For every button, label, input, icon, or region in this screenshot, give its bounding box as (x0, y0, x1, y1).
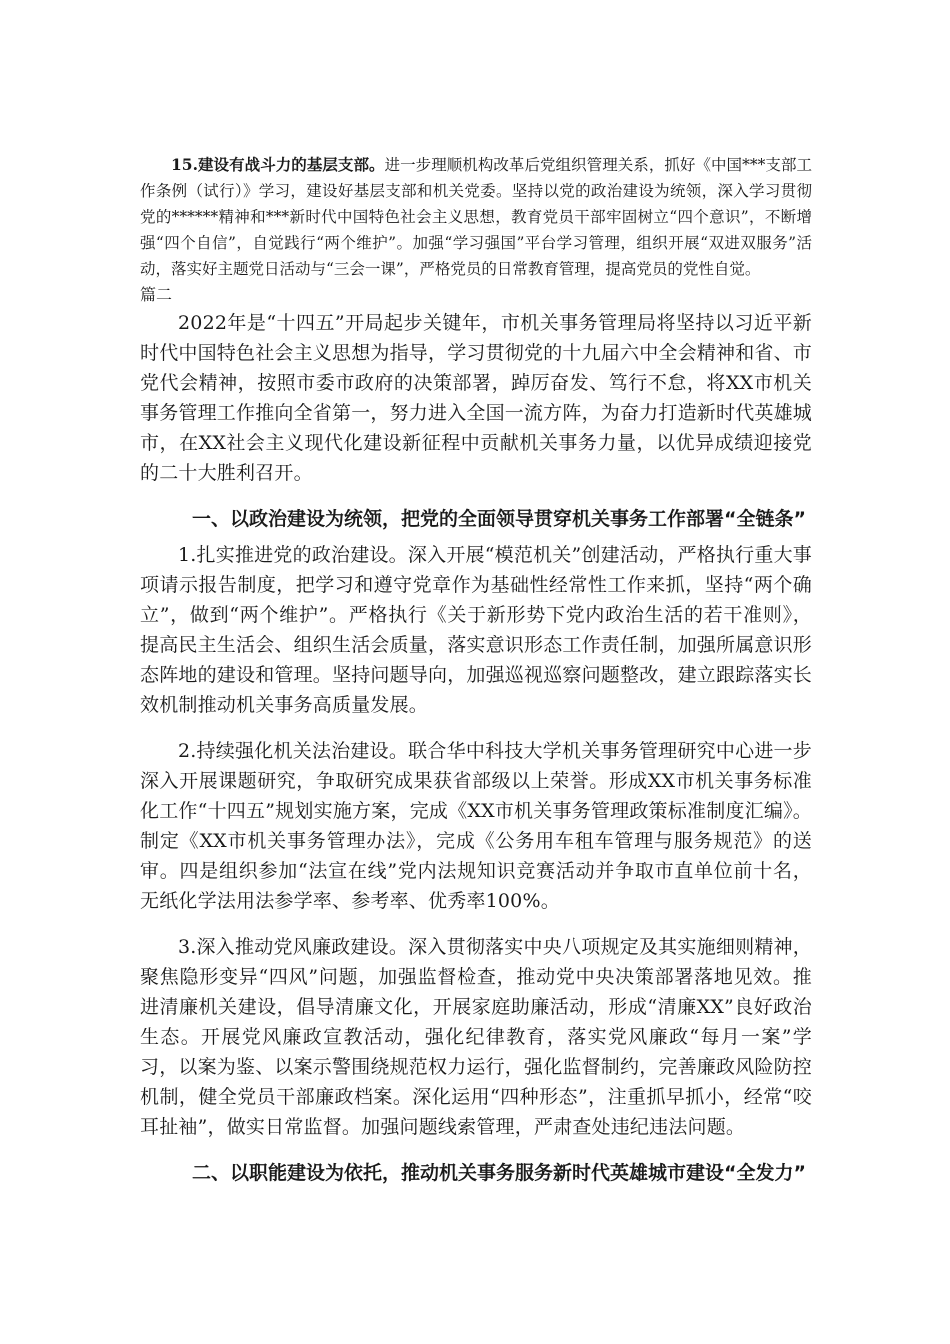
document-page (140, 152, 812, 1188)
heading-1: 一、以政治建设为统领，把党的全面领导贯穿机关事务工作部署“全链条” (192, 508, 806, 530)
heading-2: 二、以职能建设为依托，推动机关事务服务新时代英雄城市建设“全发力” (192, 1162, 806, 1184)
item-15-body: 进一步理顺机构改革后党组织管理关系，抓好《中国***支部工作条例（试行）》学习，建设好基层支部和机关党委。坚持以党的政治建设为统领，深入学习贯彻党的******精神和***新时代中国特色社会主义思想，教育党员干部牢固树立“四个意识”，不断增强“四个自信”，自觉践行“两个维护”。加强“学习强国”平台学习管理，组织开展“双进双服务”活动，落实好主题党日活动与“三会一课”，严格党员的日常教育管理，提高党员的党性自觉。 (140, 156, 812, 278)
item-15-paragraph (140, 152, 812, 282)
intro-paragraph: 2022年是“十四五”开局起步关键年，市机关事务管理局将坚持以习近平新时代中国特色社会主义思想为指导，学习贯彻党的十九届六中全会精神和省、市党代会精神，按照市委市政府的决策部署，踔厉奋发、笃行不怠，将XX市机关事务管理工作推向全省第一，努力进入全国一流方阵，为奋力打造新时代英雄城市，在XX社会主义现代化建设新征程中贡献机关事务力量，以优异成绩迎接党的二十大胜利召开。 (140, 312, 813, 484)
item-15-lead: 15.建设有战斗力的基层支部。 (171, 155, 385, 174)
paragraph-3: 3.深入推动党风廉政建设。深入贯彻落实中央八项规定及其实施细则精神，聚焦隐形变异“四风”问题，加强监督检查，推动党中央决策部署落地见效。推进清廉机关建设，倡导清廉文化，开展家庭助廉活动，形成“清廉XX”良好政治生态。开展党风廉政宣教活动，强化纪律教育，落实党风廉政“每月一案”学习，以案为鉴、以案示警围绕规范权力运行，强化监督制约，完善廉政风险防控机制，健全党员干部廉政档案。深化运用“四种形态”，注重抓早抓小，经常“咬耳扯袖”，做实日常监督。加强问题线索管理，严肃查处违纪违法问题。 (140, 936, 813, 1138)
section-label: 篇二 (140, 285, 173, 304)
paragraph-1: 1.扎实推进党的政治建设。深入开展“模范机关”创建活动，严格执行重大事项请示报告制度，把学习和遵守党章作为基础性经常性工作来抓，坚持“两个确立”，做到“两个维护”。严格执行《关于新形势下党内政治生活的若干准则》，提高民主生活会、组织生活会质量，落实意识形态工作责任制，加强所属意识形态阵地的建设和管理。坚持问题导向，加强巡视巡察问题整改，建立跟踪落实长效机制推动机关事务高质量发展。 (140, 544, 813, 716)
paragraph-2: 2.持续强化机关法治建设。联合华中科技大学机关事务管理研究中心进一步深入开展课题研究，争取研究成果获省部级以上荣誉。形成XX市机关事务标准化工作“十四五”规划实施方案，完成《XX市机关事务管理政策标准制度汇编》。制定《XX市机关事务管理办法》，完成《公务用车租车管理与服务规范》的送审。四是组织参加“法宣在线”党内法规知识竞赛活动并争取市直单位前十名，无纸化学法用法参学率、参考率、优秀率100%。 (140, 740, 812, 912)
